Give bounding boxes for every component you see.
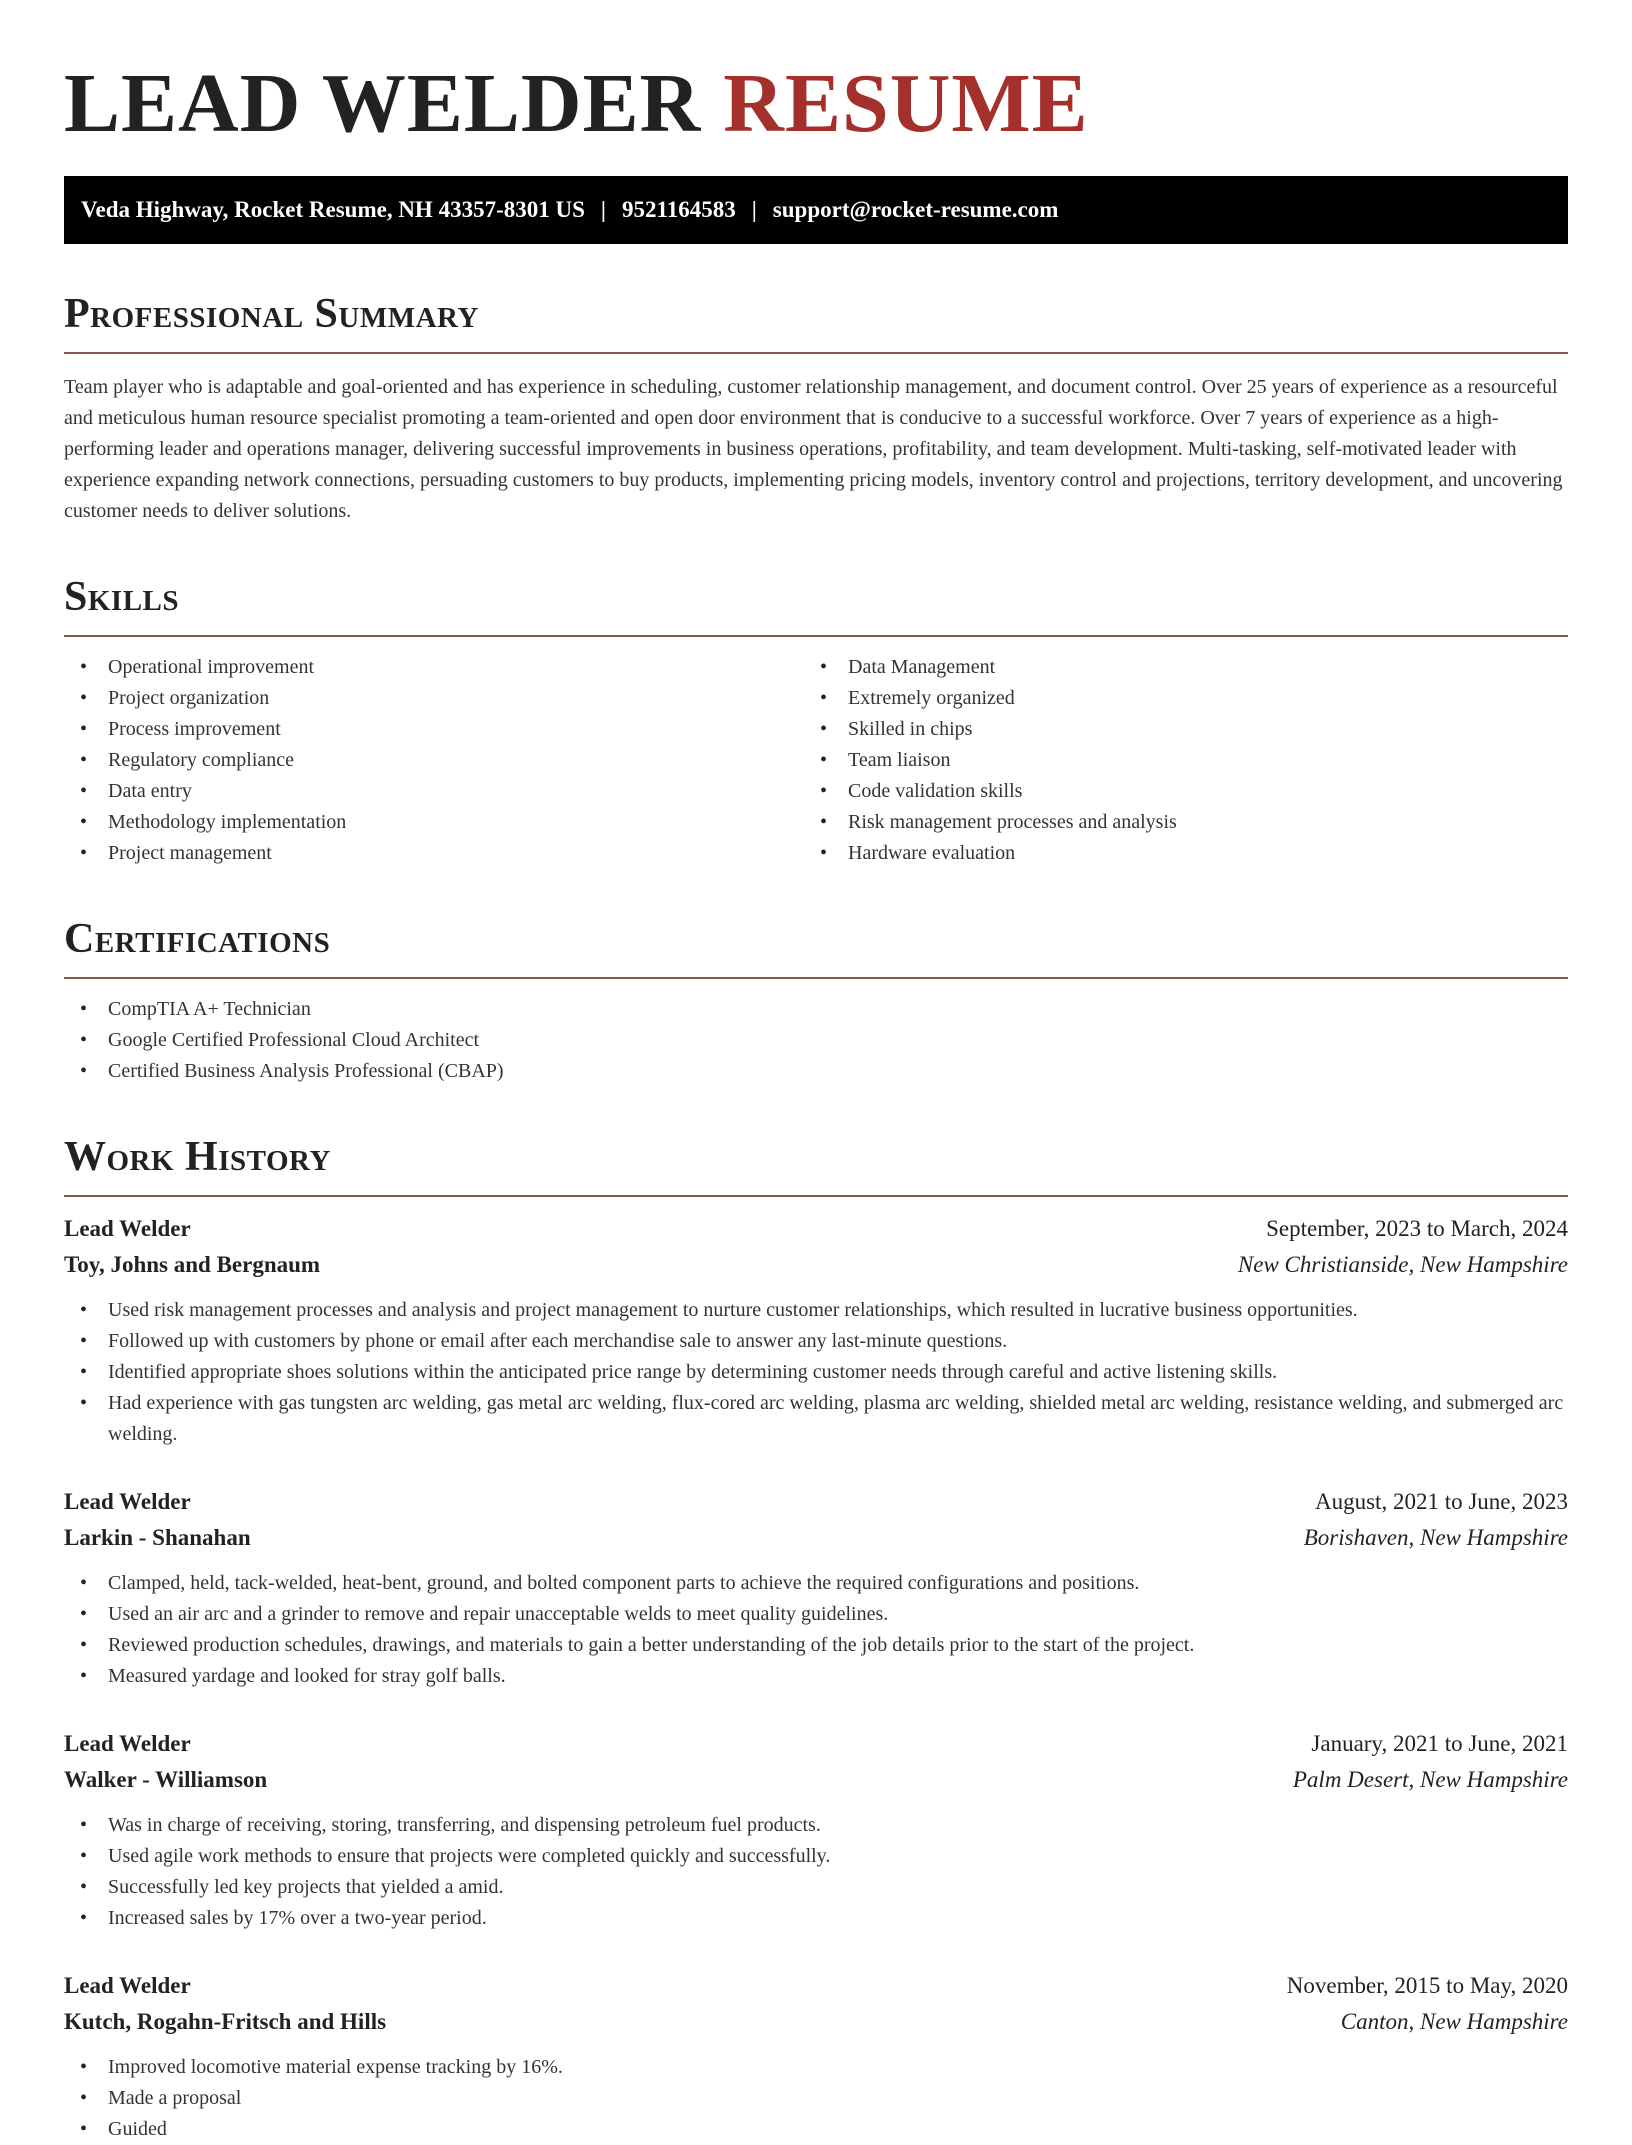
skill-item: • Data entry xyxy=(64,776,804,807)
job-duty: • Clamped, held, tack-welded, heat-bent, ground, and bolted component parts to achieve the required configurations and positions. xyxy=(64,1568,1568,1599)
job-company: Kutch, Rogahn-Fritsch and Hills xyxy=(64,2009,387,2034)
skill-item: • Extremely organized xyxy=(804,683,1544,714)
job-header-row xyxy=(64,1726,1568,1762)
contact-bar xyxy=(64,176,1568,244)
resume-title xyxy=(64,0,1568,150)
skill-item: • Operational improvement xyxy=(64,652,804,683)
job-dates: September, 2023 to March, 2024 xyxy=(1266,1216,1568,1241)
skill-item: • Methodology implementation xyxy=(64,807,804,838)
job-company: Walker - Williamson xyxy=(64,1767,268,1792)
job-header-row xyxy=(64,1211,1568,1247)
job-duties-list xyxy=(64,1568,1568,1692)
skill-item: • Data Management xyxy=(804,652,1544,683)
job-title: Lead Welder xyxy=(64,1216,191,1241)
job-company: Larkin - Shanahan xyxy=(64,1525,251,1550)
skills-list-left xyxy=(64,652,804,869)
job-duty: • Made a proposal xyxy=(64,2083,1568,2114)
certifications-section xyxy=(64,915,1568,1087)
skill-item: • Skilled in chips xyxy=(804,714,1544,745)
skill-item: • Project management xyxy=(64,838,804,869)
job-company-row xyxy=(64,1762,1568,1798)
skills-section xyxy=(64,573,1568,869)
job-entry xyxy=(64,1726,1568,1934)
job-duty: • Improved locomotive material expense tracking by 16%. xyxy=(64,2052,1568,2083)
certification-item: • CompTIA A+ Technician xyxy=(64,994,1568,1025)
title-main: LEAD WELDER xyxy=(64,57,702,150)
job-duty: • Successfully led key projects that yielded a amid. xyxy=(64,1872,1568,1903)
job-duty: • Identified appropriate shoes solutions within the anticipated price range by determining customer needs through careful and active listening skills. xyxy=(64,1357,1568,1388)
contact-separator: | xyxy=(751,197,757,222)
certifications-heading: Certifications xyxy=(64,915,1568,979)
job-location: Canton, New Hampshire xyxy=(1340,2009,1568,2034)
job-entry xyxy=(64,1484,1568,1692)
work-history-heading: Work History xyxy=(64,1133,1568,1197)
skill-item: • Project organization xyxy=(64,683,804,714)
contact-email[interactable]: support@rocket-resume.com xyxy=(772,197,1059,222)
job-title: Lead Welder xyxy=(64,1731,191,1756)
skill-item: • Process improvement xyxy=(64,714,804,745)
job-duty: • Reviewed production schedules, drawings, and materials to gain a better understanding of the job details prior to the start of the project. xyxy=(64,1630,1568,1661)
skills-list-right xyxy=(804,652,1544,869)
job-header-row xyxy=(64,1968,1568,2004)
certification-item: • Certified Business Analysis Professional (CBAP) xyxy=(64,1056,1568,1087)
job-dates: November, 2015 to May, 2020 xyxy=(1286,1973,1568,1998)
job-company-row xyxy=(64,1247,1568,1283)
job-duty: • Measured yardage and looked for stray golf balls. xyxy=(64,1661,1568,1692)
job-duties-list xyxy=(64,1810,1568,1934)
job-location: New Christianside, New Hampshire xyxy=(1237,1252,1568,1277)
work-history-section xyxy=(64,1133,1568,2145)
job-duty: • Used risk management processes and analysis and project management to nurture customer relationships, which resulted in lucrative business opportunities. xyxy=(64,1295,1568,1326)
job-entry xyxy=(64,1968,1568,2145)
job-dates: January, 2021 to June, 2021 xyxy=(1311,1731,1568,1756)
job-header-row xyxy=(64,1484,1568,1520)
job-dates: August, 2021 to June, 2023 xyxy=(1315,1489,1568,1514)
job-duties-list xyxy=(64,1295,1568,1450)
job-company-row xyxy=(64,1520,1568,1556)
job-company-row xyxy=(64,2004,1568,2040)
contact-address: Veda Highway, Rocket Resume, NH 43357-8301 US xyxy=(81,197,585,222)
job-entry xyxy=(64,1211,1568,1450)
job-duty: • Increased sales by 17% over a two-year period. xyxy=(64,1903,1568,1934)
job-company: Toy, Johns and Bergnaum xyxy=(64,1252,321,1277)
contact-separator: | xyxy=(600,197,606,222)
certifications-list xyxy=(64,994,1568,1087)
job-duties-list xyxy=(64,2052,1568,2145)
job-duty: • Was in charge of receiving, storing, transferring, and dispensing petroleum fuel products. xyxy=(64,1810,1568,1841)
skill-item: • Team liaison xyxy=(804,745,1544,776)
job-location: Palm Desert, New Hampshire xyxy=(1292,1767,1568,1792)
skills-grid xyxy=(64,652,1568,869)
job-duty: • Used agile work methods to ensure that projects were completed quickly and successfully. xyxy=(64,1841,1568,1872)
skills-heading: Skills xyxy=(64,573,1568,637)
title-accent: RESUME xyxy=(723,57,1089,150)
skill-item: • Code validation skills xyxy=(804,776,1544,807)
job-title: Lead Welder xyxy=(64,1489,191,1514)
job-location: Borishaven, New Hampshire xyxy=(1303,1525,1568,1550)
skill-item: • Hardware evaluation xyxy=(804,838,1544,869)
job-duty: • Guided xyxy=(64,2114,1568,2145)
skill-item: • Regulatory compliance xyxy=(64,745,804,776)
skill-item: • Risk management processes and analysis xyxy=(804,807,1544,838)
job-duty: • Used an air arc and a grinder to remove and repair unacceptable welds to meet quality guidelines. xyxy=(64,1599,1568,1630)
job-title: Lead Welder xyxy=(64,1973,191,1998)
summary-section xyxy=(64,290,1568,527)
summary-heading: Professional Summary xyxy=(64,290,1568,354)
job-duty: • Followed up with customers by phone or email after each merchandise sale to answer any last-minute questions. xyxy=(64,1326,1568,1357)
summary-text: Team player who is adaptable and goal-oriented and has experience in scheduling, customer relationship management, and document control. Over 25 years of experience as a resourceful and meticulous human resource specialist promoting a team-oriented and open door environment that is conducive to a successful workforce. Over 7 years of experience as a high-performing leader and operations manager, delivering successful improvements in business operations, profitability, and team development. Multi-tasking, self-motivated leader with experience expanding network connections, persuading customers to buy products, implementing pricing models, inventory control and projections, territory development, and uncovering customer needs to deliver solutions. xyxy=(64,376,1563,522)
contact-phone: 9521164583 xyxy=(621,197,736,222)
job-duty: • Had experience with gas tungsten arc welding, gas metal arc welding, flux-cored arc welding, plasma arc welding, shielded metal arc welding, resistance welding, and submerged arc welding. xyxy=(64,1388,1568,1450)
certification-item: • Google Certified Professional Cloud Architect xyxy=(64,1025,1568,1056)
